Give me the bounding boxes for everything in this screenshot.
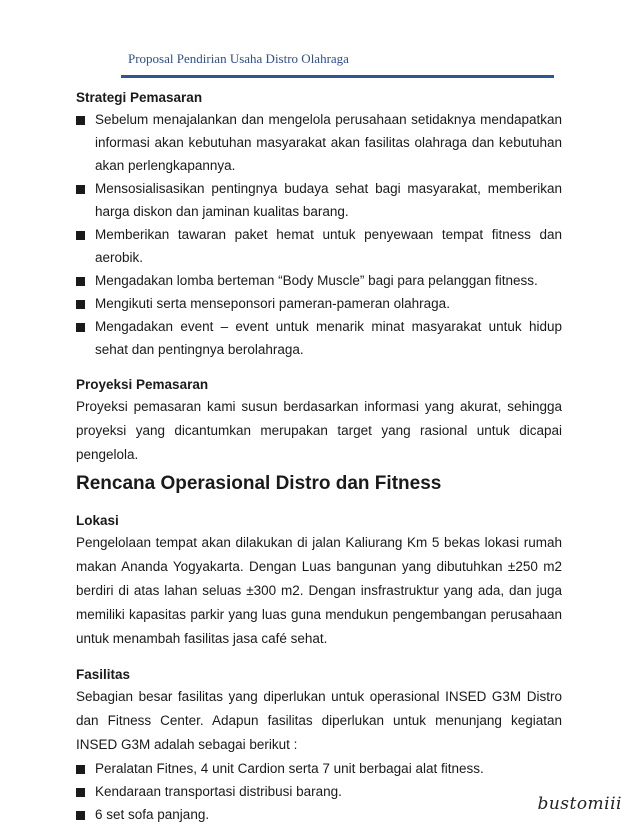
bullet-square-icon (76, 811, 85, 820)
list-item: Mengadakan lomba berteman “Body Muscle” bagi para pelanggan fitness. (76, 269, 562, 292)
bullet-square-icon (76, 277, 85, 286)
section-heading-fasilitas: Fasilitas (76, 667, 131, 682)
fasilitas-paragraph: Sebagian besar fasilitas yang diperlukan untuk operasional INSED G3M Distro dan Fitness Center. Adapun fasilitas diperlukan untuk menunjang kegiatan INSED G3M adalah sebagai berikut : (76, 689, 562, 752)
list-item: Mengikuti serta menseponsori pameran-pameran olahraga. (76, 292, 562, 315)
fasilitas-list (76, 757, 562, 826)
section-heading-proyeksi: Proyeksi Pemasaran (76, 377, 209, 392)
list-item: Memberikan tawaran paket hemat untuk penyewaan tempat fitness dan aerobik. (76, 223, 562, 269)
list-item: Sebelum menajalankan dan mengelola perusahaan setidaknya mendapatkan informasi akan kebutuhan masyarakat akan fasilitas olahraga dan kebutuhan akan perlengkapannya. (76, 108, 562, 177)
section-heading-lokasi: Lokasi (76, 513, 119, 528)
proyeksi-paragraph: Proyeksi pemasaran kami susun berdasarkan informasi yang akurat, sehingga proyeksi yang dicantumkan merupakan target yang rasional untuk dicapai pengelola. (76, 399, 562, 462)
list-item: Kendaraan transportasi distribusi barang. (76, 780, 562, 803)
section-heading-strategi: Strategi Pemasaran (76, 90, 203, 105)
list-item: Mensosialisasikan pentingnya budaya sehat bagi masyarakat, memberikan harga diskon dan jaminan kualitas barang. (76, 177, 562, 223)
bullet-square-icon (76, 185, 85, 194)
document-body (76, 88, 562, 826)
list-item: Peralatan Fitnes, 4 unit Cardion serta 7 unit berbagai alat fitness. (76, 757, 562, 780)
chapter-heading: Rencana Operasional Distro dan Fitness (76, 473, 442, 494)
bullet-square-icon (76, 323, 85, 332)
header-divider (121, 75, 554, 78)
list-item: 6 set sofa panjang. (76, 803, 562, 826)
lokasi-paragraph: Pengelolaan tempat akan dilakukan di jalan Kaliurang Km 5 bekas lokasi rumah makan Ananda Yogyakarta. Dengan Luas bangunan yang dibutuhkan ±250 m2 berdiri di atas lahan seluas ±300 m2. Dengan insfrastruktur yang ada, dan juga memiliki kapasitas parkir yang luas guna mendukun pengembangan perusahaan untuk menambah fasilitas jasa café sehat. (76, 535, 562, 646)
strategi-list (76, 108, 562, 361)
bullet-square-icon (76, 300, 85, 309)
bullet-square-icon (76, 788, 85, 797)
list-item: Mengadakan event – event untuk menarik minat masyarakat untuk hidup sehat dan pentingnya berolahraga. (76, 315, 562, 361)
author-signature: bustomiii (537, 794, 622, 814)
bullet-square-icon (76, 231, 85, 240)
bullet-square-icon (76, 765, 85, 774)
bullet-square-icon (76, 116, 85, 125)
document-header-title: Proposal Pendirian Usaha Distro Olahraga (128, 51, 349, 66)
